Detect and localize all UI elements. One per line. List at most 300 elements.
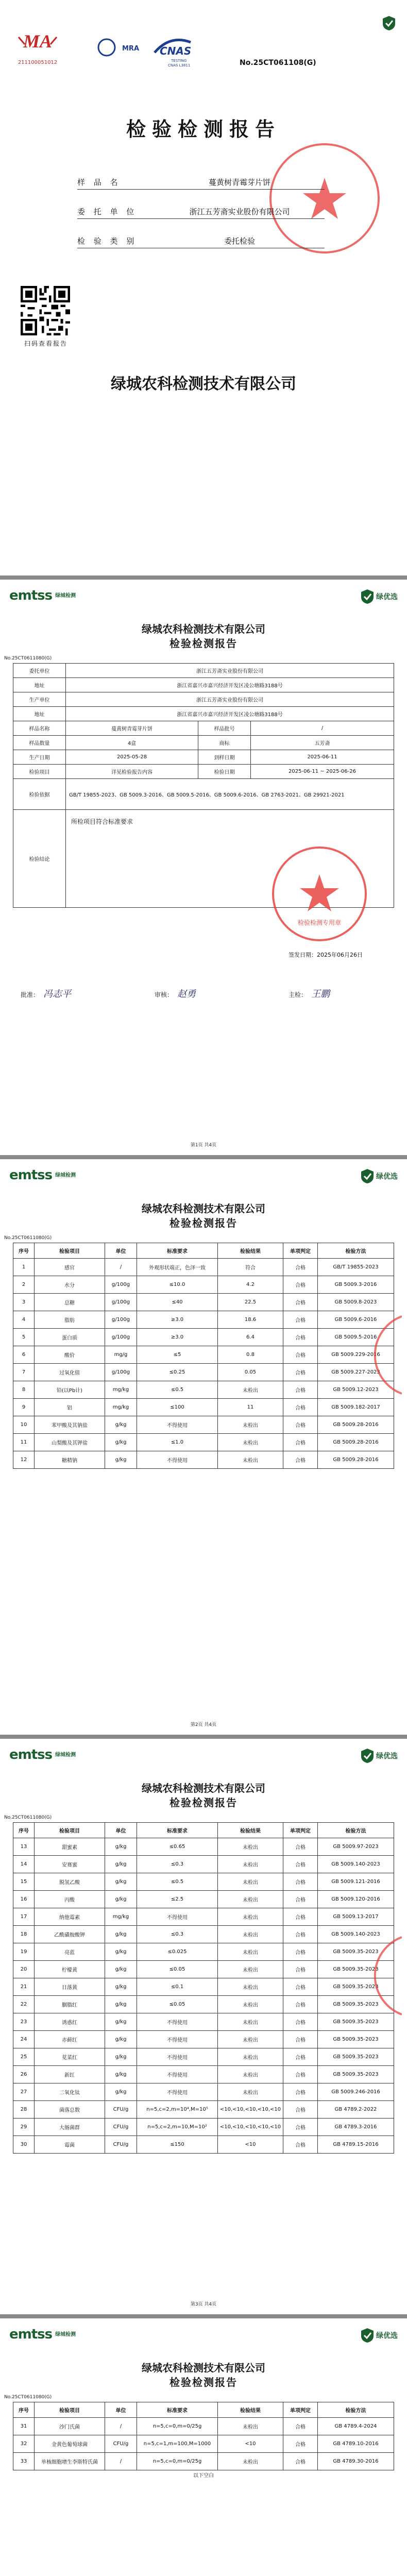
table-cell: 合格 bbox=[283, 1364, 318, 1381]
table-cell: mg/kg bbox=[105, 1381, 137, 1399]
cell-value: / bbox=[251, 721, 394, 736]
table-cell: GB 5009.35-2023 bbox=[318, 2066, 394, 2083]
shield-icon bbox=[382, 15, 396, 31]
table-row bbox=[13, 2031, 394, 2048]
table-cell: 沙门氏菌 bbox=[35, 2418, 105, 2435]
red-seal bbox=[330, 1314, 402, 1396]
table-cell: 不得使用 bbox=[137, 1416, 218, 1434]
table-cell: GB 4789.3-2016 bbox=[318, 2119, 394, 2136]
table-cell: 单核细胞增生李斯特氏菌 bbox=[35, 2453, 105, 2470]
svg-text:MA: MA bbox=[23, 31, 53, 52]
green-brand bbox=[382, 15, 396, 31]
cell-label: 生产单位 bbox=[13, 692, 66, 707]
cell-value: 所检项目符合标准要求 bbox=[66, 810, 394, 908]
table-cell: GB 5009.35-2023 bbox=[318, 1996, 394, 2013]
table-cell: 未检出 bbox=[218, 1381, 283, 1399]
table-cell: g/kg bbox=[105, 1416, 137, 1434]
row-value: 委托检验 bbox=[224, 236, 255, 246]
page-header bbox=[9, 586, 398, 613]
cell-label: 地址 bbox=[13, 678, 66, 692]
reviewer-label: 审核： bbox=[155, 991, 174, 998]
table-cell: 合格 bbox=[283, 1416, 318, 1434]
svg-text:TESTING: TESTING bbox=[171, 59, 187, 63]
table-cell: g/kg bbox=[105, 1943, 137, 1961]
table-cell: g/kg bbox=[105, 1451, 137, 1469]
cell-value: 浙江五芳斋实业股份有限公司 bbox=[66, 664, 394, 678]
cover-row-3 bbox=[77, 231, 325, 248]
table-cell: ≤0.1 bbox=[137, 1978, 218, 1996]
table-cell: GB 4789.10-2016 bbox=[318, 2435, 394, 2453]
table-cell: ≤0.5 bbox=[137, 1381, 218, 1399]
approver-label: 批准： bbox=[21, 991, 40, 998]
company-name: 绿城农科检测技术有限公司 bbox=[142, 1202, 265, 1215]
table-cell: / bbox=[105, 2418, 137, 2435]
cell-label: 到样日期 bbox=[198, 750, 251, 765]
table-cell: 合格 bbox=[283, 2136, 318, 2154]
table-cell: ≤0.3 bbox=[137, 1856, 218, 1873]
table-row bbox=[13, 1856, 394, 1873]
table-cell: 感官 bbox=[35, 1259, 105, 1276]
table-cell: GB 5009.6-2016 bbox=[318, 1311, 394, 1329]
table-cell: 未检出 bbox=[218, 2418, 283, 2435]
table-cell: GB 5009.35-2023 bbox=[318, 2031, 394, 2048]
table-cell: 6.4 bbox=[218, 1329, 283, 1346]
approver bbox=[21, 987, 71, 1000]
table-cell: ≤2.5 bbox=[137, 1891, 218, 1908]
table-row bbox=[13, 2048, 394, 2066]
table-row bbox=[13, 1434, 394, 1451]
table-cell: 22 bbox=[13, 1996, 35, 2013]
cell-label: 委托单位 bbox=[13, 664, 66, 678]
table-cell: g/100g bbox=[105, 1329, 137, 1346]
table-cell: mg/kg bbox=[105, 1399, 137, 1416]
table-cell: mg/kg bbox=[105, 1908, 137, 1926]
report-number: No.25CT0611080(G) bbox=[4, 1235, 52, 1241]
table-cell: GB 5009.35-2023 bbox=[318, 2048, 394, 2066]
table-row bbox=[13, 1294, 394, 1311]
qr-code[interactable] bbox=[21, 286, 70, 335]
brand-cn: 绿城检测 bbox=[55, 1752, 76, 1758]
table-cell: 赤藓红 bbox=[35, 2031, 105, 2048]
cell-label: 样品数量 bbox=[13, 736, 66, 750]
table-cell: 诱惑红 bbox=[35, 2013, 105, 2031]
table-row bbox=[13, 2101, 394, 2119]
table-cell: 苋菜红 bbox=[35, 2048, 105, 2066]
table-row bbox=[13, 1399, 394, 1416]
inspector-label: 主检： bbox=[289, 991, 308, 998]
green-label-text: 绿优选 bbox=[376, 1173, 398, 1181]
table-cell: g/kg bbox=[105, 1891, 137, 1908]
cell-label: 样品名称 bbox=[13, 721, 66, 736]
table-cell: 水分 bbox=[35, 1276, 105, 1294]
page-footer: 第2页 共4页 bbox=[190, 1722, 217, 1727]
table-cell: CFU/g bbox=[105, 2101, 137, 2119]
table-cell: ≤1.0 bbox=[137, 1434, 218, 1451]
brand-en: emtss bbox=[9, 588, 53, 603]
table-cell: 不得使用 bbox=[137, 2048, 218, 2066]
brand-cn: 绿城检测 bbox=[55, 592, 76, 599]
table-cell: 21 bbox=[13, 1978, 35, 1996]
header-cell: 检验方法 bbox=[318, 2402, 394, 2418]
table-cell: GB 5009.97-2023 bbox=[318, 1838, 394, 1856]
table-cell: 合格 bbox=[283, 1381, 318, 1399]
page-cover bbox=[0, 0, 407, 575]
table-cell: ≤5 bbox=[137, 1346, 218, 1364]
cell-label: 检验日期 bbox=[198, 765, 251, 779]
table-cell: 不得使用 bbox=[137, 1451, 218, 1469]
table-cell: 脂肪 bbox=[35, 1311, 105, 1329]
table-cell: n=5,c=1,m=100,M=1000 bbox=[137, 2435, 218, 2453]
cover-company: 绿城农科检测技术有限公司 bbox=[111, 375, 296, 393]
table-cell: 不得使用 bbox=[137, 2031, 218, 2048]
inspector-signature: 王鹏 bbox=[311, 989, 330, 999]
shield-icon bbox=[361, 1748, 374, 1764]
green-label-text: 绿优选 bbox=[376, 1752, 398, 1760]
header-cell: 单位 bbox=[105, 2402, 137, 2418]
table-cell: 未检出 bbox=[218, 1838, 283, 1856]
brand-logo bbox=[9, 1747, 76, 1762]
table-cell: GB 5009.5-2016 bbox=[318, 1329, 394, 1346]
table-cell: 合格 bbox=[283, 1276, 318, 1294]
table-cell: 合格 bbox=[283, 1346, 318, 1364]
table-cell: 32 bbox=[13, 2435, 35, 2453]
table-cell: ≥3.0 bbox=[137, 1329, 218, 1346]
table-cell: GB 5009.140-2023 bbox=[318, 1926, 394, 1943]
report-title: 检验检测报告 bbox=[169, 1797, 238, 1809]
approver-signature: 冯志平 bbox=[43, 989, 72, 999]
table-cell: 合格 bbox=[283, 1943, 318, 1961]
table-cell: GB 4789.4-2024 bbox=[318, 2418, 394, 2435]
table-cell: 合格 bbox=[283, 1926, 318, 1943]
table-cell: 5 bbox=[13, 1329, 35, 1346]
table-cell: g/kg bbox=[105, 1856, 137, 1873]
table-cell: 糖精钠 bbox=[35, 1451, 105, 1469]
cell-value: 五芳斋 bbox=[251, 736, 394, 750]
table-cell: GB 5009.13-2017 bbox=[318, 1908, 394, 1926]
table-cell: 不得使用 bbox=[137, 1908, 218, 1926]
svg-text:MRA: MRA bbox=[122, 45, 140, 53]
table-cell: 22.5 bbox=[218, 1294, 283, 1311]
table-cell: 合格 bbox=[283, 1996, 318, 2013]
table-cell: 16 bbox=[13, 1891, 35, 1908]
table-cell: GB 5009.35-2023 bbox=[318, 2013, 394, 2031]
header-cell: 单位 bbox=[105, 1823, 137, 1838]
table-cell: 合格 bbox=[283, 1838, 318, 1856]
table-cell: 合格 bbox=[283, 1311, 318, 1329]
table-cell: 纳他霉素 bbox=[35, 1908, 105, 1926]
report-number: No.25CT0611080(G) bbox=[4, 2395, 52, 2400]
table-row bbox=[13, 1416, 394, 1434]
table-cell: / bbox=[105, 2453, 137, 2470]
table-cell: 6 bbox=[13, 1346, 35, 1364]
table-cell: 蛋白质 bbox=[35, 1329, 105, 1346]
header-cell: 标准要求 bbox=[137, 2402, 218, 2418]
table-cell: 23 bbox=[13, 2013, 35, 2031]
cover-row-2 bbox=[77, 202, 325, 219]
table-cell: 未检出 bbox=[218, 2031, 283, 2048]
table-cell: mg/g bbox=[105, 1346, 137, 1364]
shield-icon bbox=[361, 1168, 374, 1184]
table-row bbox=[13, 1873, 394, 1891]
table-cell: GB 5009.3-2016 bbox=[318, 1276, 394, 1294]
table-cell: 19 bbox=[13, 1943, 35, 1961]
header-cell: 序号 bbox=[13, 1243, 35, 1259]
brand-logo bbox=[9, 588, 76, 603]
table-cell: 未检出 bbox=[218, 2083, 283, 2101]
page-footer: 第1页 共4页 bbox=[190, 1143, 217, 1148]
table-cell: 合格 bbox=[283, 1891, 318, 1908]
table-cell: 24 bbox=[13, 2031, 35, 2048]
table-cell: 未检出 bbox=[218, 1873, 283, 1891]
table-cell: n=5,c=2,m=10⁴,M=10⁵ bbox=[137, 2101, 218, 2119]
table-cell: <10 bbox=[218, 2136, 283, 2154]
table-cell: 合格 bbox=[283, 2013, 318, 2031]
table-cell: 11 bbox=[218, 1399, 283, 1416]
table-cell: 脱氢乙酸 bbox=[35, 1873, 105, 1891]
cell-value: 2025-05-28 bbox=[66, 750, 198, 765]
table-cell: 12 bbox=[13, 1451, 35, 1469]
table-cell: 合格 bbox=[283, 1908, 318, 1926]
table-cell: / bbox=[105, 1259, 137, 1276]
table-cell: GB 5009.28-2016 bbox=[318, 1416, 394, 1434]
table-cell: 15 bbox=[13, 1873, 35, 1891]
row-label: 样 品 名 bbox=[77, 178, 121, 187]
shield-icon bbox=[361, 589, 374, 604]
table-cell: GB 5009.28-2016 bbox=[318, 1434, 394, 1451]
table-cell: 合格 bbox=[283, 2435, 318, 2453]
table-cell: 未检出 bbox=[218, 2013, 283, 2031]
green-label bbox=[361, 1748, 398, 1764]
company-name: 绿城农科检测技术有限公司 bbox=[142, 623, 265, 635]
table-cell: 大肠菌群 bbox=[35, 2119, 105, 2136]
table-cell: 合格 bbox=[283, 1294, 318, 1311]
company-name: 绿城农科检测技术有限公司 bbox=[142, 2362, 265, 2374]
table-cell: 28 bbox=[13, 2101, 35, 2119]
cell-label: 地址 bbox=[13, 707, 66, 721]
table-cell: GB 5009.35-2023 bbox=[318, 1943, 394, 1961]
seal-text: 检验检测专用章 bbox=[297, 919, 342, 926]
table-cell: 合格 bbox=[283, 1961, 318, 1978]
table-cell: 合格 bbox=[283, 1259, 318, 1276]
table-cell: 日落黄 bbox=[35, 1978, 105, 1996]
table-cell: g/kg bbox=[105, 1961, 137, 1978]
table-cell: g/kg bbox=[105, 1434, 137, 1451]
table-cell: n=5,c=0,m=0/25g bbox=[137, 2418, 218, 2435]
row-value: 浙江五芳斋实业股份有限公司 bbox=[189, 207, 290, 216]
table-cell: ≥3.0 bbox=[137, 1311, 218, 1329]
table-cell: ≤0.65 bbox=[137, 1838, 218, 1856]
table-cell: 符合 bbox=[218, 1259, 283, 1276]
row-label: 检 验 类 别 bbox=[77, 236, 138, 246]
table-cell: 31 bbox=[13, 2418, 35, 2435]
red-seal bbox=[268, 842, 371, 945]
header-cell: 检验项目 bbox=[35, 1823, 105, 1838]
page-4 bbox=[0, 1739, 407, 2314]
cell-value: 2025-06-11 bbox=[251, 750, 394, 765]
svg-text:CNAS L3811: CNAS L3811 bbox=[168, 63, 191, 67]
header-cell: 标准要求 bbox=[137, 1243, 218, 1259]
table-cell: 金黄色葡萄球菌 bbox=[35, 2435, 105, 2453]
table-cell: 胭脂红 bbox=[35, 1996, 105, 2013]
table-cell: <10 bbox=[218, 2435, 283, 2453]
table-cell: 二氧化钛 bbox=[35, 2083, 105, 2101]
table-header-row bbox=[13, 2402, 394, 2418]
header-cell: 检验结果 bbox=[218, 1243, 283, 1259]
table-cell: 10 bbox=[13, 1416, 35, 1434]
table-cell: 苯甲酸及其钠盐 bbox=[35, 1416, 105, 1434]
page-2 bbox=[0, 580, 407, 1155]
header-cell: 单项判定 bbox=[283, 2402, 318, 2418]
table-cell: 合格 bbox=[283, 2418, 318, 2435]
table-cell: 3 bbox=[13, 1294, 35, 1311]
blank-marker: 以下空白 bbox=[193, 2473, 214, 2479]
green-label-text: 绿优选 bbox=[376, 593, 398, 601]
table-cell: GB 5009.35-2023 bbox=[318, 1978, 394, 1996]
table-cell: 9 bbox=[13, 1399, 35, 1416]
table-cell: GB 5009.140-2023 bbox=[318, 1856, 394, 1873]
cell-value: 浙江五芳斋实业股份有限公司 bbox=[66, 692, 394, 707]
header-cell: 检验项目 bbox=[35, 1243, 105, 1259]
page-header bbox=[9, 2325, 398, 2351]
table-cell: 合格 bbox=[283, 2031, 318, 2048]
table-cell: ≤0.05 bbox=[137, 1961, 218, 1978]
table-cell: 合格 bbox=[283, 1434, 318, 1451]
cell-value: 浙江省嘉兴市嘉兴经济开发区凌公塘路3188号 bbox=[66, 678, 394, 692]
table-cell: 合格 bbox=[283, 1451, 318, 1469]
table-cell: 合格 bbox=[283, 2101, 318, 2119]
table-cell: 合格 bbox=[283, 1399, 318, 1416]
brand-cn: 绿城检测 bbox=[55, 1172, 76, 1178]
table-cell: 外观形状端正，色泽一致 bbox=[137, 1259, 218, 1276]
company-name: 绿城农科检测技术有限公司 bbox=[142, 1782, 265, 1794]
ma-number: 211100051012 bbox=[18, 60, 58, 65]
table-cell: ≤150 bbox=[137, 2136, 218, 2154]
table-cell: 未检出 bbox=[218, 1943, 283, 1961]
report-number: No.25CT0611080(G) bbox=[4, 1815, 52, 1820]
table-cell: 未检出 bbox=[218, 1451, 283, 1469]
table-cell: g/kg bbox=[105, 1873, 137, 1891]
cell-label: 样品批号 bbox=[198, 721, 251, 736]
cell-value: 浙江省嘉兴市嘉兴经济开发区凌公塘路3188号 bbox=[66, 707, 394, 721]
table-cell: 铅(以Pb计) bbox=[35, 1381, 105, 1399]
table-cell: 未检出 bbox=[218, 1891, 283, 1908]
table-cell: ≤0.025 bbox=[137, 1943, 218, 1961]
table-cell: g/kg bbox=[105, 2013, 137, 2031]
table-cell: ≤0.05 bbox=[137, 1996, 218, 2013]
table-cell: GB 5009.229-2016 bbox=[318, 1346, 394, 1364]
table-cell: 合格 bbox=[283, 2453, 318, 2470]
table-cell: 合格 bbox=[283, 1856, 318, 1873]
table-cell: 酸价 bbox=[35, 1346, 105, 1364]
cell-value: GB/T 19855-2023、GB 5009.3-2016、GB 5009.5-2016、GB 5009.6-2016、GB 2763-2021、GB 29921-2021 bbox=[66, 779, 394, 810]
table-cell: 18 bbox=[13, 1926, 35, 1943]
table-cell: 8 bbox=[13, 1381, 35, 1399]
table-cell: g/kg bbox=[105, 2031, 137, 2048]
reviewer bbox=[155, 987, 196, 1000]
table-cell: 未检出 bbox=[218, 2066, 283, 2083]
table-row bbox=[13, 2083, 394, 2101]
table-cell: 不得使用 bbox=[137, 2083, 218, 2101]
brand-en: emtss bbox=[9, 1167, 53, 1183]
table-cell: GB 5009.120-2016 bbox=[318, 1891, 394, 1908]
table-row bbox=[13, 1838, 394, 1856]
table-cell: 菌落总数 bbox=[35, 2101, 105, 2119]
table-cell: 合格 bbox=[283, 2066, 318, 2083]
table-cell: 柠檬黄 bbox=[35, 1961, 105, 1978]
ma-logo bbox=[14, 30, 61, 60]
table-cell: g/kg bbox=[105, 1838, 137, 1856]
table-cell: 14 bbox=[13, 1856, 35, 1873]
table-row bbox=[13, 2453, 394, 2470]
table-cell: 合格 bbox=[283, 1873, 318, 1891]
table-cell: 丙酸 bbox=[35, 1891, 105, 1908]
table-cell: 未检出 bbox=[218, 1416, 283, 1434]
table-cell: 新红 bbox=[35, 2066, 105, 2083]
table-cell: g/100g bbox=[105, 1276, 137, 1294]
table-cell: 27 bbox=[13, 2083, 35, 2101]
page-header bbox=[9, 1165, 398, 1192]
header-cell: 标准要求 bbox=[137, 1823, 218, 1838]
table-cell: 不得使用 bbox=[137, 2066, 218, 2083]
ilac-logo bbox=[95, 36, 142, 62]
results-table bbox=[13, 2402, 394, 2470]
cell-label: 商标 bbox=[198, 736, 251, 750]
table-cell: 11 bbox=[13, 1434, 35, 1451]
report-title: 检验检测报告 bbox=[169, 1217, 238, 1229]
table-cell: <10,<10,<10,<10,<10 bbox=[218, 2119, 283, 2136]
green-label bbox=[361, 2328, 398, 2343]
table-row bbox=[13, 2066, 394, 2083]
page-3 bbox=[0, 1159, 407, 1735]
table-cell: 33 bbox=[13, 2453, 35, 2470]
brand-en: emtss bbox=[9, 2327, 53, 2342]
report-number: No.25CT0611080(G) bbox=[4, 656, 52, 661]
table-cell: 2 bbox=[13, 1276, 35, 1294]
cell-value: 2025-06-11 ~ 2025-06-26 bbox=[251, 765, 394, 779]
table-cell: 安赛蜜 bbox=[35, 1856, 105, 1873]
table-cell: 未检出 bbox=[218, 1978, 283, 1996]
table-cell: GB 5009.8-2023 bbox=[318, 1294, 394, 1311]
table-cell: GB 5009.246-2016 bbox=[318, 2083, 394, 2101]
table-cell: 未检出 bbox=[218, 1434, 283, 1451]
table-cell: 不得使用 bbox=[137, 2013, 218, 2031]
table-cell: 17 bbox=[13, 1908, 35, 1926]
table-cell: n=5,c=0,m=0/25g bbox=[137, 2453, 218, 2470]
table-cell: GB 4789.30-2016 bbox=[318, 2453, 394, 2470]
header-cell: 单项判定 bbox=[283, 1823, 318, 1838]
table-cell: GB 4789.15-2016 bbox=[318, 2136, 394, 2154]
table-cell: ≤10.0 bbox=[137, 1276, 218, 1294]
green-label-text: 绿优选 bbox=[376, 2332, 398, 2340]
table-cell: GB 4789.2-2022 bbox=[318, 2101, 394, 2119]
table-cell: 未检出 bbox=[218, 1856, 283, 1873]
table-cell: n=5,c=2,m=10,M=10² bbox=[137, 2119, 218, 2136]
cell-label: 检验项目 bbox=[13, 765, 66, 779]
table-cell: 亮蓝 bbox=[35, 1943, 105, 1961]
table-row bbox=[13, 2435, 394, 2453]
cell-value: 详见检验报告内容 bbox=[66, 765, 198, 779]
table-cell: 7 bbox=[13, 1364, 35, 1381]
table-cell: 20 bbox=[13, 1961, 35, 1978]
table-cell: 未检出 bbox=[218, 1926, 283, 1943]
table-cell: 合格 bbox=[283, 1329, 318, 1346]
table-cell: 0.8 bbox=[218, 1346, 283, 1364]
table-cell: 4 bbox=[13, 1311, 35, 1329]
table-cell: ≤0.3 bbox=[137, 1926, 218, 1943]
table-cell: GB 5009.121-2016 bbox=[318, 1873, 394, 1891]
table-row bbox=[13, 2119, 394, 2136]
reviewer-signature: 赵勇 bbox=[177, 989, 196, 999]
